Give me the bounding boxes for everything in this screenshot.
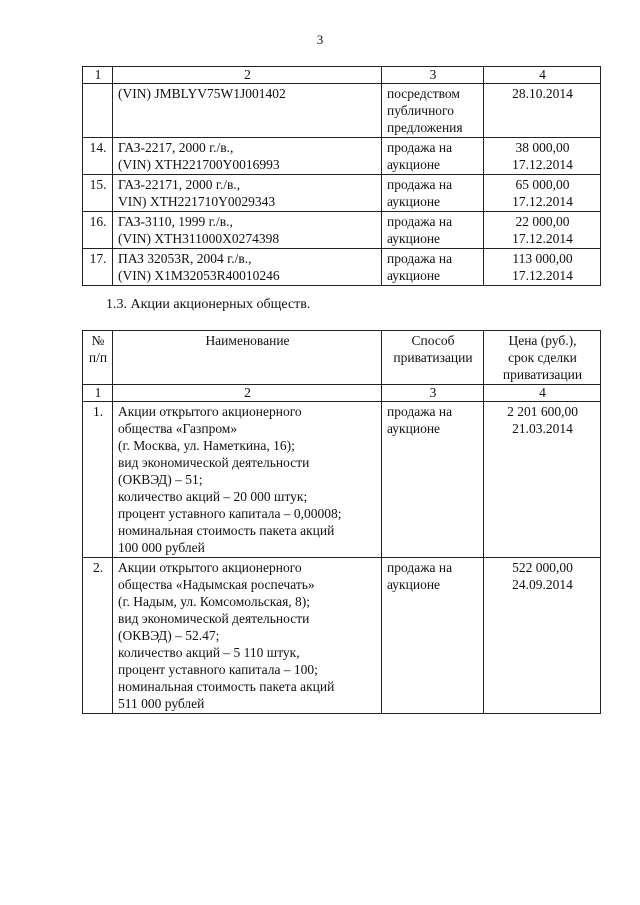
table-row xyxy=(83,175,601,212)
item-name: ГАЗ-2217, 2000 г./в., (VIN) XTH221700Y0016993 xyxy=(113,138,382,175)
row-number: 16. xyxy=(83,212,113,249)
section-title: 1.3. Акции акционерных обществ. xyxy=(106,297,311,312)
row-number xyxy=(83,84,113,138)
header-row xyxy=(83,331,601,385)
item-name: ГАЗ-22171, 2000 г./в., VIN) XTH221710Y0029343 xyxy=(113,175,382,212)
column-number: 3 xyxy=(382,385,484,402)
column-number-row xyxy=(83,385,601,402)
column-number: 1 xyxy=(83,67,113,84)
column-number-row xyxy=(83,67,601,84)
shares-table xyxy=(82,330,601,714)
item-name: (VIN) JMBLYV75W1J001402 xyxy=(113,84,382,138)
column-header-method: Способ приватизации xyxy=(382,331,484,385)
column-header-number: № п/п xyxy=(83,331,113,385)
column-number: 4 xyxy=(484,385,601,402)
row-number: 2. xyxy=(83,558,113,714)
column-number: 2 xyxy=(113,67,382,84)
item-name: ГАЗ-3110, 1999 г./в., (VIN) XTH311000X0274398 xyxy=(113,212,382,249)
row-number: 15. xyxy=(83,175,113,212)
privatization-method: продажа на аукционе xyxy=(382,249,484,286)
privatization-method: продажа на аукционе xyxy=(382,138,484,175)
page-number: 3 xyxy=(316,32,324,47)
privatization-method: продажа на аукционе xyxy=(382,558,484,714)
price-and-date: 38 000,00 17.12.2014 xyxy=(484,138,601,175)
table-row xyxy=(83,558,601,714)
item-name: Акции открытого акционерного общества «Надымская роспечать» (г. Надым, ул. Комсомольская, 8); вид экономической деятельности (ОКВЭД) – 52.47; количество акций – 5 110 штук, процент уставного капитала – 100; номинальная стоимость пакета акций 511 000 рублей xyxy=(113,558,382,714)
item-name: Акции открытого акционерного общества «Газпром» (г. Москва, ул. Наметкина, 16); вид экономической деятельности (ОКВЭД) – 51; количество акций – 20 000 штук; процент уставного капитала – 0,00008; номинальная стоимость пакета акций 100 000 рублей xyxy=(113,402,382,558)
item-name: ПАЗ 32053R, 2004 г./в., (VIN) X1M32053R40010246 xyxy=(113,249,382,286)
price-and-date: 65 000,00 17.12.2014 xyxy=(484,175,601,212)
price-and-date: 22 000,00 17.12.2014 xyxy=(484,212,601,249)
privatization-method: продажа на аукционе xyxy=(382,175,484,212)
privatization-method: посредством публичного предложения xyxy=(382,84,484,138)
row-number: 1. xyxy=(83,402,113,558)
row-number: 14. xyxy=(83,138,113,175)
privatization-method: продажа на аукционе xyxy=(382,212,484,249)
column-header-name: Наименование xyxy=(113,331,382,385)
column-number: 1 xyxy=(83,385,113,402)
row-number: 17. xyxy=(83,249,113,286)
table-row xyxy=(83,138,601,175)
table-row xyxy=(83,212,601,249)
column-number: 3 xyxy=(382,67,484,84)
column-number: 2 xyxy=(113,385,382,402)
table-row xyxy=(83,249,601,286)
vehicles-table xyxy=(82,66,601,286)
column-number: 4 xyxy=(484,67,601,84)
price-and-date: 28.10.2014 xyxy=(484,84,601,138)
table-row xyxy=(83,84,601,138)
price-and-date: 2 201 600,00 21.03.2014 xyxy=(484,402,601,558)
price-and-date: 113 000,00 17.12.2014 xyxy=(484,249,601,286)
table-row xyxy=(83,402,601,558)
privatization-method: продажа на аукционе xyxy=(382,402,484,558)
column-header-price: Цена (руб.), срок сделки приватизации xyxy=(484,331,601,385)
price-and-date: 522 000,00 24.09.2014 xyxy=(484,558,601,714)
